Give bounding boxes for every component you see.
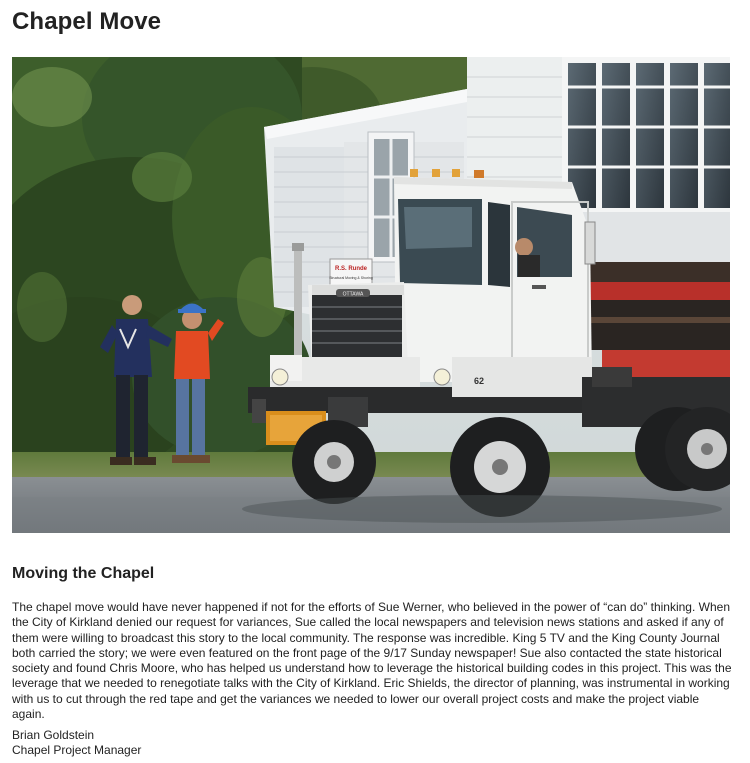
page-title: Chapel Move — [12, 8, 162, 35]
chapel-move-photo — [12, 57, 730, 533]
sign-text: R.S. Runde — [334, 266, 368, 272]
author-name: Brian Goldstein — [12, 728, 95, 742]
truck-number: 62 — [474, 376, 485, 386]
section-heading: Moving the Chapel — [12, 565, 155, 582]
author-title: Chapel Project Manager — [12, 743, 142, 758]
sign-subtext: Structural Moving & Shoring — [329, 276, 373, 280]
article-body: The chapel move would have never happened if not for the efforts of Sue Werner, who believed in the power of “can do” thinking. When the City of Kirkland denied our request for variances, Sue called the local newspapers and television news stations and asked if any of them were willing to broadcast this story to the local community. The response was incredible. King 5 TV and the King County Journal both carried the story; we were even featured on the front page of the 9/17 Sunday newspaper! Sue also contacted the state historical society and found Chris Moore, who has helped us understand how to leverage the historical building codes in this project. This was the leverage that we needed to renegotiate talks with the City of Kirkland. Eric Shields, the director of planning, was instrumental in working with us to cut through the red tape and get the variances we needed to lower our overall project costs and make the project viable again. — [12, 600, 732, 722]
signature-block — [12, 728, 141, 759]
grille-badge: OTTAWA — [342, 291, 364, 298]
